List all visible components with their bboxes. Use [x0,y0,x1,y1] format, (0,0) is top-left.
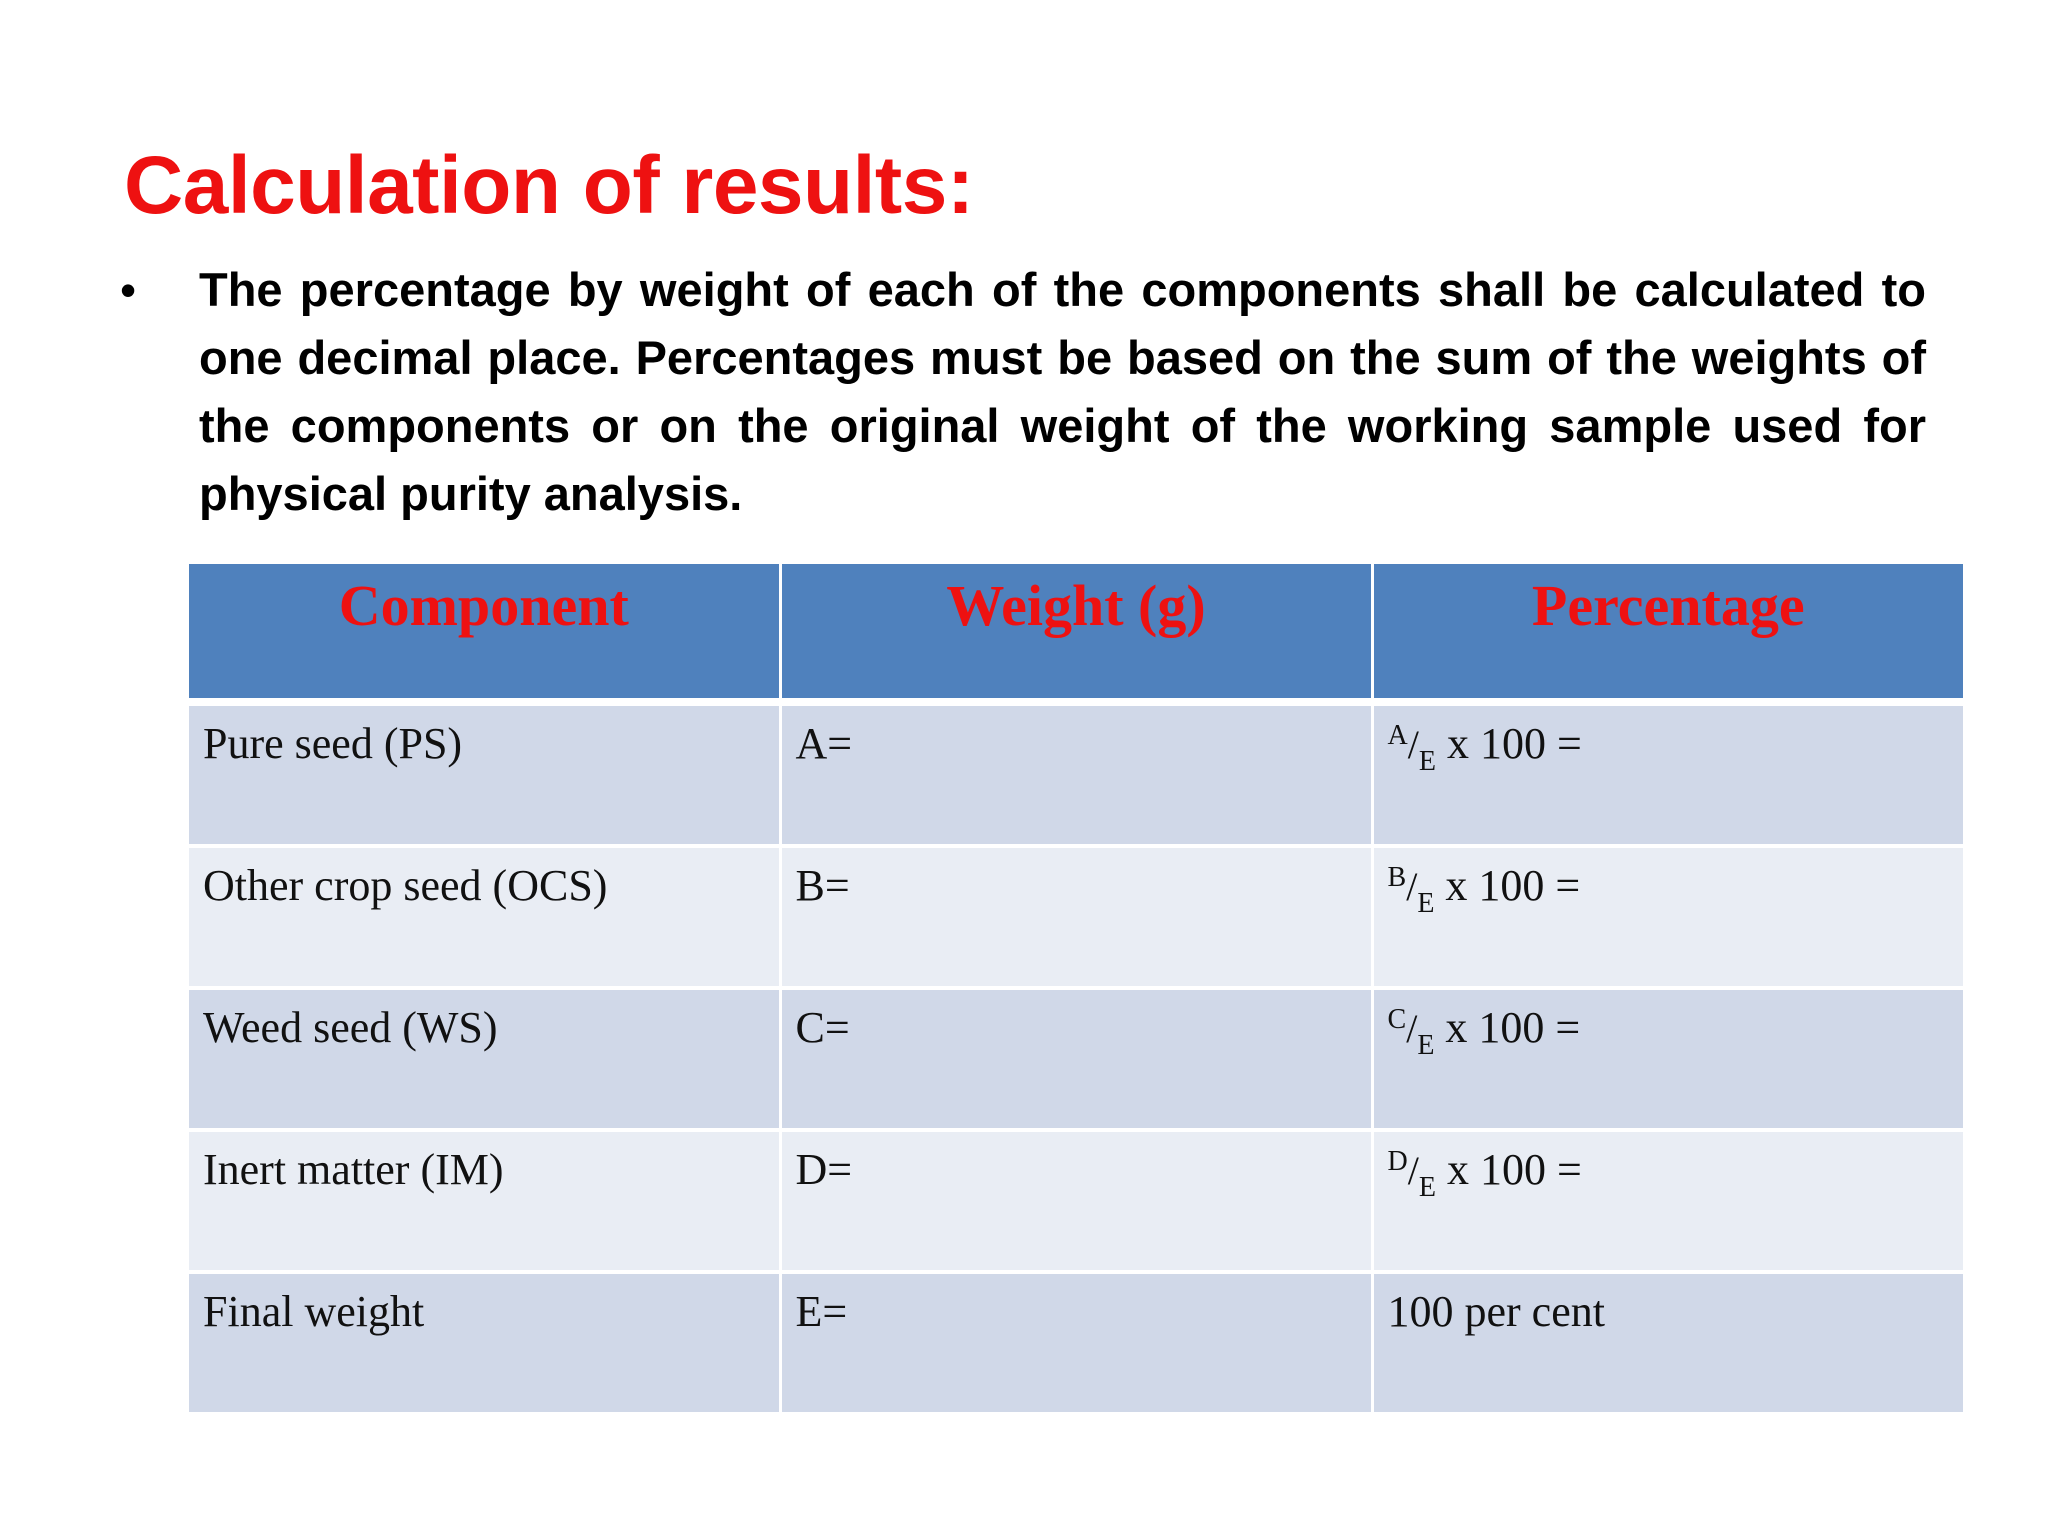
column-header-weight: Weight (g) [780,564,1372,702]
table-row [189,1130,1963,1272]
formula-rest: x 100 = [1435,1145,1582,1194]
weight-cell: A= [780,702,1372,846]
component-cell: Pure seed (PS) [189,702,780,846]
component-cell: Other crop seed (OCS) [189,846,780,988]
fraction-slash: / [1406,864,1418,909]
percentage-cell [1372,1272,1963,1412]
weight-cell: B= [780,846,1372,988]
percentage-cell [1372,988,1963,1130]
weight-cell: E= [780,1272,1372,1412]
fraction-slash: / [1406,1006,1418,1051]
weight-cell: C= [780,988,1372,1130]
table-row [189,846,1963,988]
component-cell: Inert matter (IM) [189,1130,780,1272]
results-table [189,564,1963,1412]
fraction-denominator: E [1418,1172,1436,1203]
fraction-slash: / [1407,722,1419,767]
component-cell: Final weight [189,1272,780,1412]
percentage-cell [1372,846,1963,988]
percentage-text: 100 per cent [1387,1287,1605,1336]
percentage-cell [1372,702,1963,846]
formula-rest: x 100 = [1435,719,1582,768]
slide-title: Calculation of results: [124,140,974,231]
fraction-numerator: B [1387,862,1407,893]
column-header-component: Component [189,564,780,702]
percentage-cell [1372,1130,1963,1272]
fraction-numerator: A [1387,720,1408,751]
bullet-text: The percentage by weight of each of the components shall be calculated to one decimal place. Percentages must be based on the sum of the weights of the components or on the original weight of the working sample used for physical purity analysis. [199,263,1926,520]
table-header-row [189,564,1963,702]
bullet-marker: • [120,264,137,316]
fraction-numerator: D [1387,1146,1408,1177]
table-row [189,988,1963,1130]
component-cell: Weed seed (WS) [189,988,780,1130]
formula-rest: x 100 = [1434,1003,1581,1052]
column-header-percentage: Percentage [1372,564,1963,702]
fraction-denominator: E [1418,746,1436,777]
fraction-denominator: E [1417,888,1435,919]
fraction-slash: / [1407,1148,1419,1193]
weight-cell: D= [780,1130,1372,1272]
fraction-numerator: C [1387,1004,1407,1035]
fraction-denominator: E [1417,1030,1435,1061]
formula-rest: x 100 = [1434,861,1581,910]
table-row [189,1272,1963,1412]
table-row [189,702,1963,846]
